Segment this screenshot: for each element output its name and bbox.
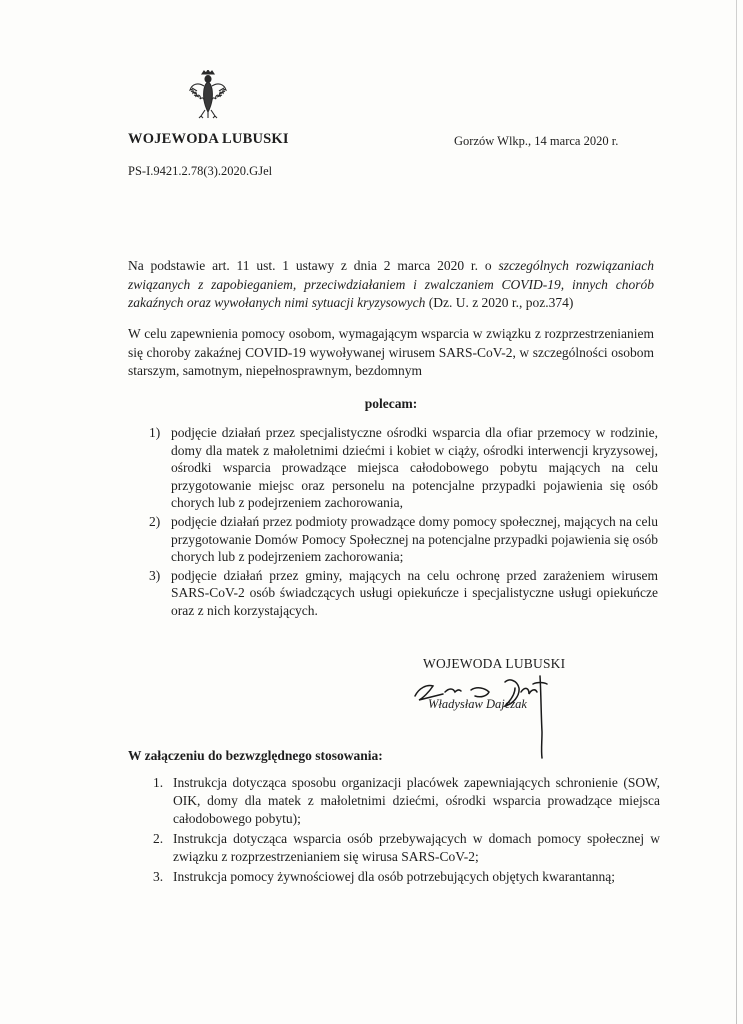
legal-basis-paragraph	[128, 257, 654, 313]
reference-number: PS-I.9421.2.78(3).2020.GJel	[128, 164, 273, 178]
attachment-text: Instrukcja pomocy żywnościowej dla osób potrzebujących objętych kwarantanną;	[173, 869, 615, 884]
attachment-number: 3.	[153, 869, 164, 884]
order-text: podjęcie działań przez specjalistyczne ośrodki wsparcia dla ofiar przemocy w rodzinie, domy dla matek z małoletnimi dziećmi i kobiet w ciąży, ośrodki interwencji kryzysowej, ośrodki wsparcia prowadzące miejsca całodobowego pobytu mających na celu przygotowanie miejsc oraz personelu na potencjalne przypadki pojawienia się osób chorych lub z podejrzeniem zachorowania,	[171, 425, 658, 511]
order-text: podjęcie działań przez podmioty prowadzące domy pomocy społecznej, mających na celu przygotowanie Domów Pomocy Społecznej na potencjalne przypadki pojawienia się osób chorych lub z podejrzeniem zachorowania;	[171, 513, 658, 565]
order-item	[128, 567, 658, 620]
signatory-title: WOJEWODA LUBUSKI	[423, 656, 566, 671]
order-number: 3)	[149, 567, 161, 583]
issuing-authority: WOJEWODA LUBUSKI	[128, 131, 289, 147]
scan-edge-line	[736, 0, 737, 1024]
signatory-name: Władysław Dajczak	[428, 697, 527, 711]
attachments-list	[128, 774, 660, 888]
legal-basis-citation: (Dz. U. z 2020 r., poz.374)	[425, 295, 574, 310]
order-item	[128, 513, 658, 566]
purpose-paragraph: W celu zapewnienia pomocy osobom, wymagającym wsparcia w związku z rozprzestrzenianiem się choroby zakaźnej COVID-19 wywoływanej wirusem SARS-CoV-2, w szczególności osobom starszym, samotnym, niepełnosprawnym, bezdomnym	[128, 326, 654, 378]
attachment-item	[128, 774, 660, 828]
order-number: 2)	[149, 513, 161, 529]
handwritten-signature-icon	[405, 662, 575, 762]
attachment-number: 2.	[153, 831, 164, 846]
order-text: podjęcie działań przez gminy, mających na celu ochronę przed zarażeniem wirusem SARS-CoV-2 osób świadczących usługi opiekuńcze i specjalistyczne usługi opiekuńcze oraz z nich korzystających.	[171, 567, 658, 618]
order-item	[128, 424, 658, 512]
attachment-number: 1.	[153, 775, 164, 790]
signature-block	[420, 656, 590, 756]
polish-eagle-emblem-icon	[188, 70, 228, 120]
attachment-item	[128, 830, 660, 866]
act-title: szczególnych rozwiązaniach związanych z zapobieganiem, przeciwdziałaniem i zwalczaniem COVID-19, innych chorób zakaźnych oraz wywołanych nimi sytuacji kryzysowych	[128, 258, 654, 310]
attachment-item	[128, 868, 660, 886]
attachments-heading: W załączeniu do bezwzględnego stosowania:	[128, 748, 383, 763]
attachment-text: Instrukcja dotycząca wsparcia osób przebywających w domach pomocy społecznej w związku z rozprzestrzenianiem się wirusa SARS-CoV-2;	[173, 831, 660, 864]
place-and-date: Gorzów Wlkp., 14 marca 2020 r.	[454, 134, 619, 148]
orders-list	[128, 424, 658, 621]
attachment-text: Instrukcja dotycząca sposobu organizacji placówek zapewniających schronienie (SOW, OIK, domy dla matek z małoletnimi dziećmi, ośrodki wsparcia prowadzące miejsca całodobowego pobytu);	[173, 775, 660, 826]
order-heading: polecam:	[364, 396, 418, 411]
legal-basis-prefix: Na podstawie art. 11 ust. 1 ustawy z dnia 2 marca 2020 r. o	[128, 258, 499, 273]
order-number: 1)	[149, 425, 161, 440]
